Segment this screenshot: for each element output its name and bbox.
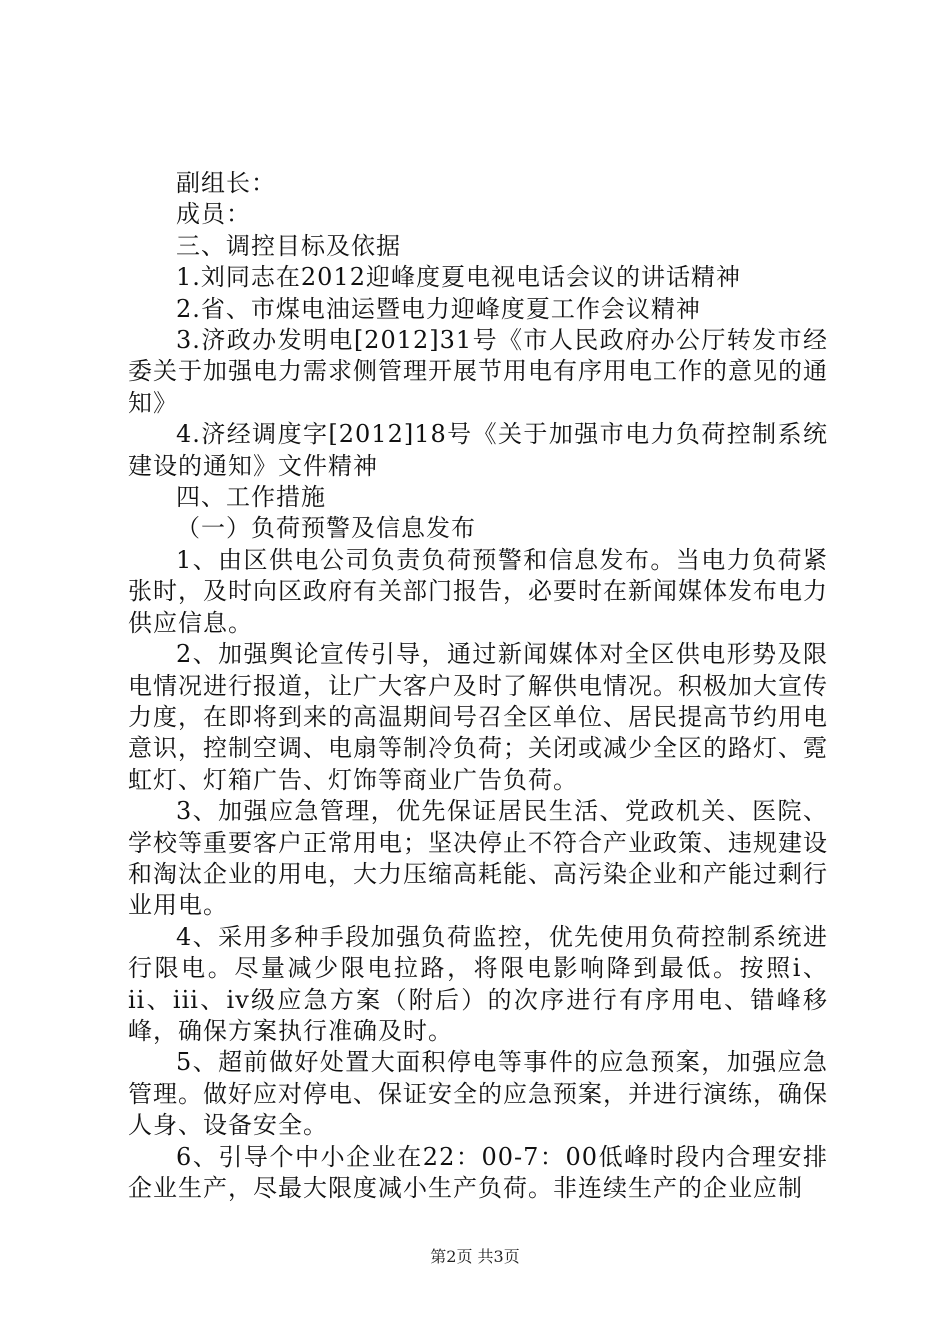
document-body [128,168,828,1204]
section-heading-3: 三、调控目标及依据 [176,231,401,260]
measure-item-5: 5、超前做好处置大面积停电等事件的应急预案，加强应急管理。做好应对停电、保证安全的应急预案，并进行演练，确保人身、设备安全。 [128,1048,828,1140]
basis-item-2: 2.省、市煤电油运暨电力迎峰度夏工作会议精神 [176,294,701,323]
measure-item-2: 2、加强舆论宣传引导，通过新闻媒体对全区供电形势及限电情况进行报道，让广大客户及时了解供电情况。积极加大宣传力度，在即将到来的高温期间号召全区单位、居民提高节约用电意识，控制空调、电扇等制冷负荷；关闭或减少全区的路灯、霓虹灯、灯箱广告、灯饰等商业广告负荷。 [128,640,828,794]
measure-item-3: 3、加强应急管理，优先保证居民生活、党政机关、医院、学校等重要客户正常用电；坚决停止不符合产业政策、违规建设和淘汰企业的用电，大力压缩高耗能、高污染企业和产能过剩行业用电。 [128,797,828,920]
paragraph-deputy-leader: 副组长： [176,169,276,197]
subsection-heading-1: （一）负荷预警及信息发布 [176,514,476,543]
basis-item-3: 3.济政办发明电[2012]31号《市人民政府办公厅转发市经委关于加强电力需求侧管理开展节用电有序用电工作的意见的通知》 [128,326,828,417]
basis-item-1: 1.刘同志在2012迎峰度夏电视电话会议的讲话精神 [176,263,741,292]
paragraph-members: 成员： [176,200,251,229]
section-heading-4: 四、工作措施 [176,483,326,512]
measure-item-6: 6、引导个中小企业在22：00-7：00低峰时段内合理安排企业生产，尽最大限度减小生产负荷。非连续生产的企业应制 [128,1142,828,1202]
measure-item-4: 4、采用多种手段加强负荷监控，优先使用负荷控制系统进行限电。尽量减少限电拉路，将限电影响降到最低。按照i、ii、iii、iv级应急方案（附后）的次序进行有序用电、错峰移峰，确保方案执行准确及时。 [128,922,828,1045]
measure-item-1: 1、由区供电公司负责负荷预警和信息发布。当电力负荷紧张时，及时向区政府有关部门报告，必要时在新闻媒体发布电力供应信息。 [128,545,828,637]
basis-item-4: 4.济经调度字[2012]18号《关于加强市电力负荷控制系统建设的通知》文件精神 [128,420,828,480]
page-footer: 第2页 共3页 [430,1247,520,1266]
